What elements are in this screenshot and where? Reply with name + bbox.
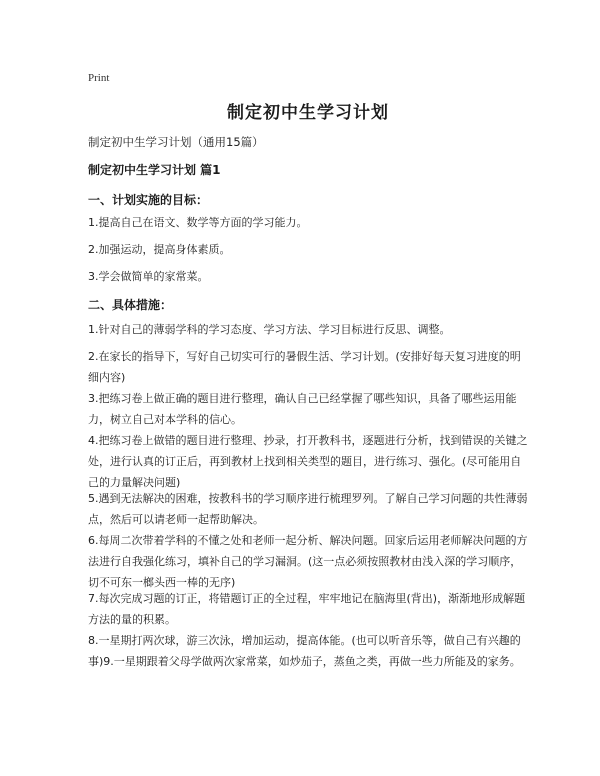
- list-item: 3.把练习卷上做正确的题目进行整理，确认自己已经掌握了哪些知识，具备了哪些运用能力，树立自己对本学科的信心。: [88, 392, 517, 426]
- print-link[interactable]: Print: [88, 72, 110, 84]
- list-item: 2.加强运动，提高身体素质。: [88, 243, 231, 256]
- document-subtitle: 制定初中生学习计划（通用15篇）: [88, 135, 264, 149]
- list-item: 3.学会做简单的家常菜。: [88, 270, 209, 283]
- list-item: 7.每次完成习题的订正，将错题订正的全过程，牢牢地记在脑海里(背出)，渐渐地形成解题方法的量的积累。: [88, 592, 526, 626]
- section1-heading: 一、计划实施的目标：: [88, 193, 209, 207]
- list-item: 8.一星期打两次球，游三次泳，增加运动，提高体能。(也可以听音乐等，做自己有兴趣的事)9.一星期跟着父母学做两次家常菜，如炒茄子，蒸鱼之类，再做一些力所能及的家务。: [88, 634, 521, 668]
- list-item: 1.针对自己的薄弱学科的学习态度、学习方法、学习目标进行反思、调整。: [88, 323, 451, 336]
- list-item: 4.把练习卷上做错的题目进行整理、抄录，打开教科书，逐题进行分析，找到错误的关键之处，进行认真的订正后，再到教材上找到相关类型的题目，进行练习、强化。(尽可能用自己的力量解决问题): [88, 434, 528, 489]
- page-title: 制定初中生学习计划: [227, 103, 389, 123]
- list-item: 5.遇到无法解决的困难，按教科书的学习顺序进行梳理罗列。了解自己学习问题的共性薄弱点，然后可以请老师一起帮助解决。: [88, 492, 528, 526]
- list-item: 1.提高自己在语文、数学等方面的学习能力。: [88, 216, 308, 229]
- article-heading: 制定初中生学习计划 篇1: [88, 163, 221, 177]
- list-item: 2.在家长的指导下，写好自己切实可行的暑假生活、学习计划。(安排好每天复习进度的明细内容): [88, 350, 521, 384]
- list-item: 6.每周二次带着学科的不懂之处和老师一起分析、解决问题。回家后运用老师解决问题的方法进行自我强化练习，填补自己的学习漏洞。(这一点必须按照教材由浅入深的学习顺序，切不可东一榔头西一棒的无序): [88, 534, 528, 589]
- section2-heading: 二、具体措施：: [88, 298, 173, 312]
